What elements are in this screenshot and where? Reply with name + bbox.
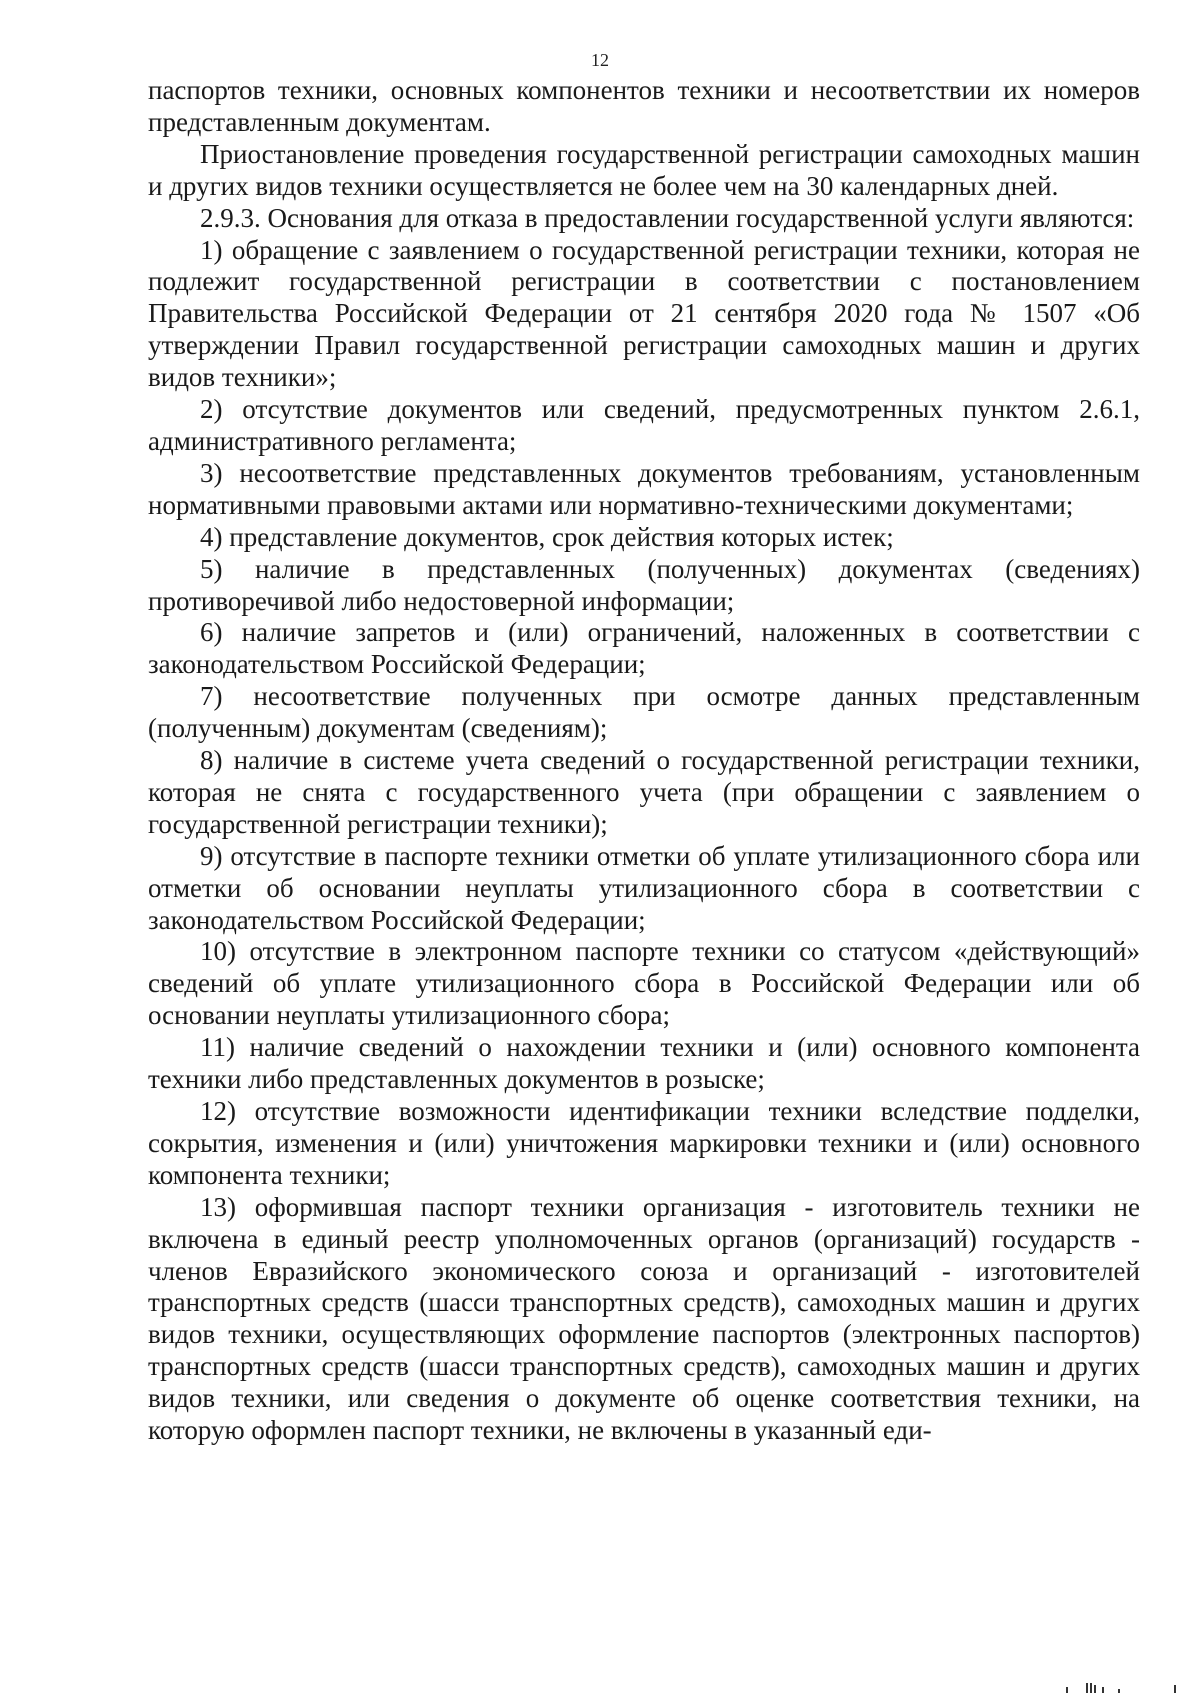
paragraph-suspension-term: Приостановление проведения государственной регистрации самоходных машин и других видов техники осуществляется не более чем на 30 календарных дней. [148, 138, 1140, 201]
list-item-4: 4) представление документов, срок действия которых истек; [200, 521, 894, 552]
list-item-2: 2) отсутствие документов или сведений, предусмотренных пунктом 2.6.1, административного регламента; [148, 394, 1140, 456]
list-item-5: 5) наличие в представленных (полученных) документах (сведениях) противоречивой либо недостоверной информации; [148, 553, 1140, 616]
paragraph-refusal-grounds-heading: 2.9.3. Основания для отказа в предоставлении государственной услуги являются: [200, 202, 1135, 233]
list-item-3: 3) несоответствие представленных документов требованиям, установленным нормативными правовыми актами или нормативно-техническими документами; [148, 457, 1140, 520]
list-item-11: 11) наличие сведений о нахождении техники и (или) основного компонента техники либо представленных документов в розыске; [148, 1032, 1140, 1095]
list-item-12: 12) отсутствие возможности идентификации техники вследствие подделки, сокрытия, изменения и (или) уничтожения маркировки техники и (или) основного компонента техники; [148, 1096, 1140, 1190]
scan-artifact-marks [1000, 1667, 1200, 1697]
list-item-8: 8) наличие в системе учета сведений о государственной регистрации техники, которая не снята с государственного учета (при обращении с заявлением о государственной регистрации техники); [148, 745, 1140, 839]
list-item-7: 7) несоответствие полученных при осмотре данных представленным (полученным) документам (сведениям); [148, 681, 1140, 744]
list-item-13: 13) оформившая паспорт техники организация - изготовитель техники не включена в единый реестр уполномоченных органов (организаций) государств - членов Евразийского экономического союза и организаций - изготовителей транспортных средств (шасси транспортных средств), самоходных машин и других видов техники, осуществляющих оформление паспортов (электронных паспортов) транспортных средств (шасси транспортных средств), самоходных машин и других видов техники, или сведения о документе об оценке соответствия техники, на которую оформлен паспорт техники, не включены в указанный еди- [148, 1191, 1140, 1446]
page-number: 12 [591, 50, 609, 70]
paragraph-continuation: паспортов техники, основных компонентов техники и несоответствии их номеров представленным документам. [148, 75, 1140, 137]
document-body [148, 75, 1140, 1447]
list-item-10: 10) отсутствие в электронном паспорте техники со статусом «действующий» сведений об уплате утилизационного сбора в Российской Федерации или об основании неуплаты утилизационного сбора; [148, 936, 1140, 1031]
list-item-1: 1) обращение с заявлением о государственной регистрации техники, которая не подлежит государственной регистрации в соответствии с постановлением Правительства Российской Федерации от 21 сентября 2020 года № 1507 «Об утверждении Правил государственной регистрации самоходных машин и других видов техники»; [148, 234, 1140, 393]
list-item-6: 6) наличие запретов и (или) ограничений, наложенных в соответствии с законодательством Российской Федерации; [148, 617, 1140, 680]
list-item-9: 9) отсутствие в паспорте техники отметки об уплате утилизационного сбора или отметки об основании неуплаты утилизационного сбора в соответствии с законодательством Российской Федерации; [148, 840, 1140, 935]
